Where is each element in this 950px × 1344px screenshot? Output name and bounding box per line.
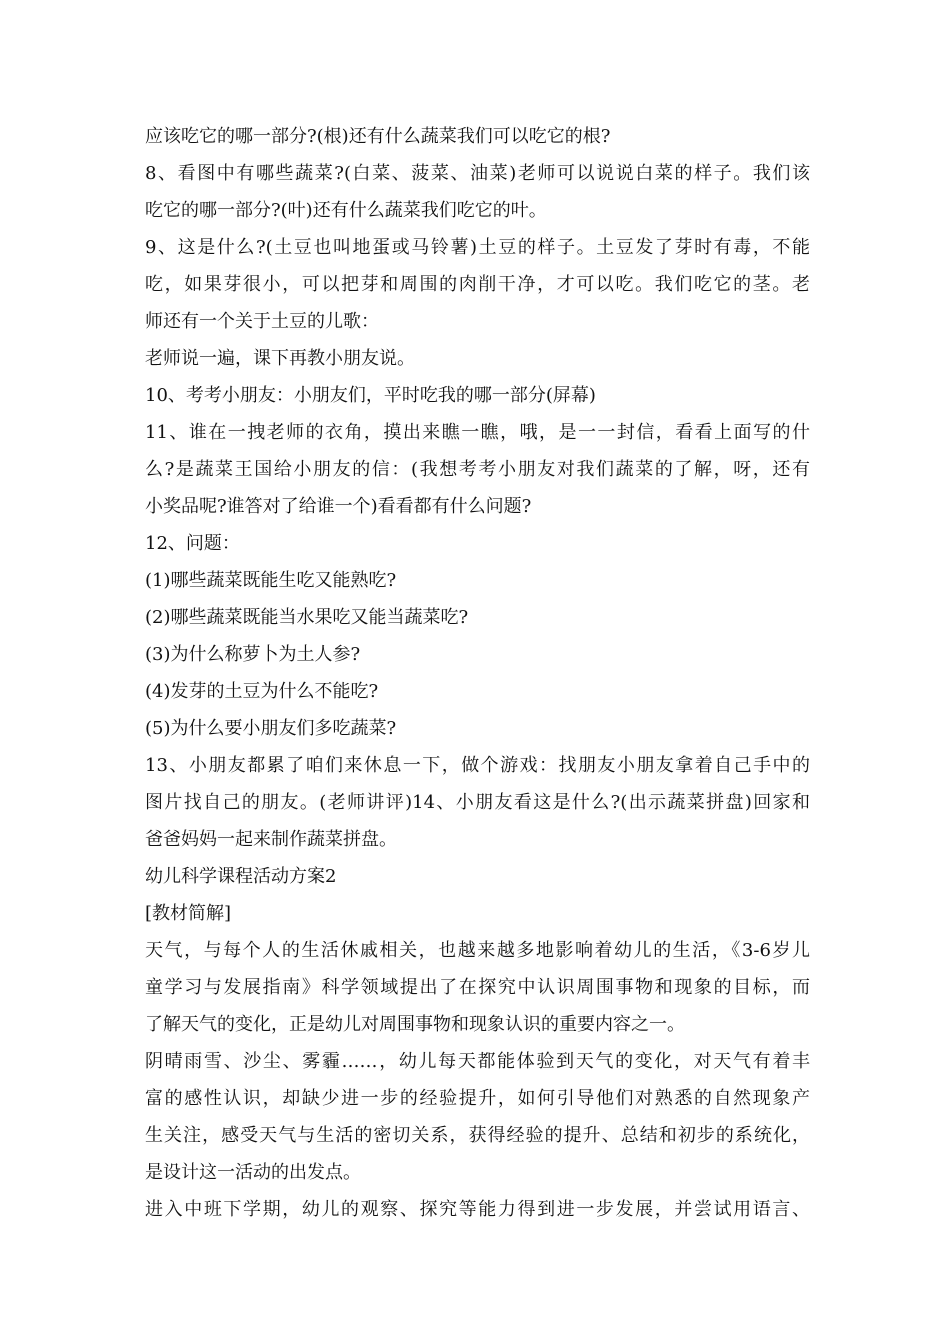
text-line: 13、小朋友都累了咱们来休息一下，做个游戏：找朋友小朋友拿着自己手中的 (145, 755, 810, 776)
text-line: 应该吃它的哪一部分?(根)还有什么蔬菜我们可以吃它的根? (145, 126, 611, 147)
text-line: 师还有一个关于土豆的儿歌： (145, 311, 379, 332)
text-line: 吃它的哪一部分?(叶)还有什么蔬菜我们吃它的叶。 (145, 200, 547, 221)
text-line: (3)为什么称萝卜为土人参? (145, 644, 361, 665)
text-line: (4)发芽的土豆为什么不能吃? (145, 681, 379, 702)
text-line: (1)哪些蔬菜既能生吃又能熟吃? (145, 570, 397, 591)
text-line: 8、看图中有哪些蔬菜?(白菜、菠菜、油菜)老师可以说说白菜的样子。我们该 (145, 163, 810, 184)
text-line: 了解天气的变化，正是幼儿对周围事物和现象认识的重要内容之一。 (145, 1014, 685, 1035)
text-line: (5)为什么要小朋友们多吃蔬菜? (145, 718, 397, 739)
section-title: 幼儿科学课程活动方案2 (145, 866, 337, 887)
document-body (145, 118, 810, 1228)
text-line: 吃，如果芽很小，可以把芽和周围的肉削干净，才可以吃。我们吃它的茎。老 (145, 274, 810, 295)
text-line: 11、谁在一拽老师的衣角，摸出来瞧一瞧，哦，是一一封信，看看上面写的什 (145, 422, 810, 443)
text-line: 么?是蔬菜王国给小朋友的信：(我想考考小朋友对我们蔬菜的了解，呀，还有 (145, 459, 810, 480)
text-line: 10、考考小朋友：小朋友们，平时吃我的哪一部分(屏幕) (145, 385, 596, 406)
text-line: 老师说一遍，课下再教小朋友说。 (145, 348, 415, 369)
text-line: 童学习与发展指南》科学领域提出了在探究中认识周围事物和现象的目标，而 (145, 977, 810, 998)
text-line: 9、这是什么?(土豆也叫地蛋或马铃薯)土豆的样子。土豆发了芽时有毒，不能 (145, 237, 810, 258)
section-heading: [教材简解] (145, 903, 232, 924)
text-line: (2)哪些蔬菜既能当水果吃又能当蔬菜吃? (145, 607, 469, 628)
text-line: 进入中班下学期，幼儿的观察、探究等能力得到进一步发展，并尝试用语言、 (145, 1199, 810, 1220)
text-line: 是设计这一活动的出发点。 (145, 1162, 361, 1183)
text-line: 图片找自己的朋友。(老师讲评)14、小朋友看这是什么?(出示蔬菜拼盘)回家和 (145, 792, 810, 813)
text-line: 爸爸妈妈一起来制作蔬菜拼盘。 (145, 829, 397, 850)
text-line: 天气，与每个人的生活休戚相关，也越来越多地影响着幼儿的生活，《3-6岁儿 (145, 940, 810, 961)
text-line: 富的感性认识，却缺少进一步的经验提升，如何引导他们对熟悉的自然现象产 (145, 1088, 810, 1109)
text-line: 生关注，感受天气与生活的密切关系，获得经验的提升、总结和初步的系统化， (145, 1125, 810, 1146)
text-line: 12、问题： (145, 533, 240, 554)
text-line: 阴晴雨雪、沙尘、雾霾……，幼儿每天都能体验到天气的变化，对天气有着丰 (145, 1051, 810, 1072)
text-line: 小奖品呢?谁答对了给谁一个)看看都有什么问题? (145, 496, 532, 517)
